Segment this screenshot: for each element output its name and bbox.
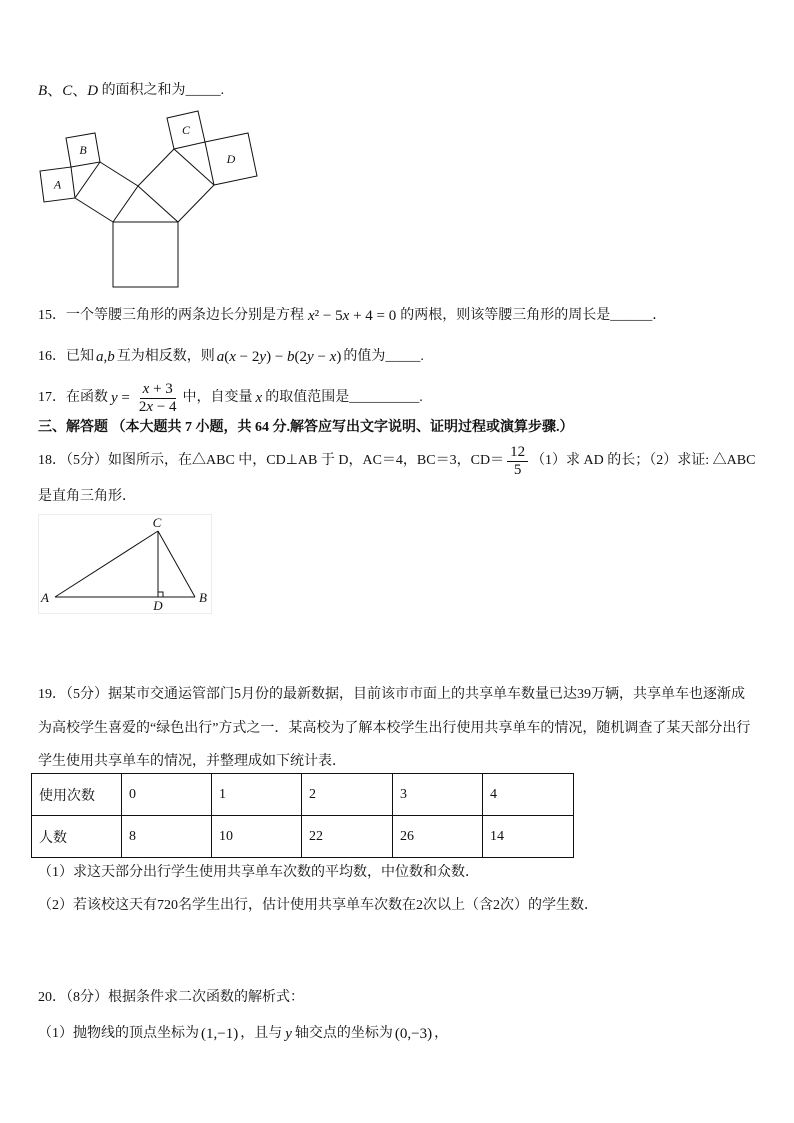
table-cell: 22 [302, 816, 393, 858]
q20-part-1-end: ， [434, 1026, 449, 1041]
section3-title: 三、解答题 [38, 420, 108, 435]
math-variable: b [287, 349, 295, 365]
q17-numerator: x + 3 [140, 381, 176, 399]
square-b-label: B [79, 143, 87, 157]
q19-line-3 [38, 752, 346, 772]
math-variable: x [342, 308, 350, 324]
square-d-label: D [226, 152, 236, 166]
q18-cd-numerator: 12 [507, 444, 528, 462]
q19-part-2 [38, 896, 598, 916]
table-cell: 3 [393, 774, 483, 816]
q18-line-2 [38, 487, 136, 507]
math-variable: x [146, 398, 154, 415]
math-variable: b [107, 349, 115, 365]
q19-part-1-text: （1）求这天部分出行学生使用共享单车次数的平均数，中位数和众数． [38, 865, 479, 880]
math-variable: B [38, 83, 48, 99]
table-cell: 10 [212, 816, 302, 858]
q18-cd-denominator: 5 [513, 461, 522, 478]
q19-line-2 [38, 719, 750, 739]
table-cell: 26 [393, 816, 483, 858]
q17-prefix: 17．在函数 [38, 390, 108, 405]
table-body [32, 774, 574, 858]
q17-denominator: 2x − 4 [138, 398, 177, 415]
q20-part-1 [38, 1024, 448, 1044]
bottom-square [113, 222, 178, 287]
square-a-label: A [53, 177, 62, 192]
q14-square-labels: B、C、D [38, 83, 99, 99]
table-row-header: 使用次数 [32, 774, 122, 816]
section3-heading [38, 418, 574, 438]
q18-suffix: （1）求 AD 的长；（2）求证: △ABC [531, 453, 756, 468]
q17-answer-blank: __________ [349, 390, 420, 405]
math-variable: y [307, 349, 314, 365]
table-cell: 4 [483, 774, 574, 816]
q16-prefix: 16．已知 [38, 349, 94, 364]
math-variable: x [142, 380, 150, 397]
vertex-c-label: C [152, 515, 162, 530]
point-d-label: D [153, 598, 163, 613]
table-cell: 14 [483, 816, 574, 858]
table-cell: 1 [212, 774, 302, 816]
q20-title-line [38, 988, 304, 1008]
math-variable: y [285, 1026, 292, 1042]
q17-function-lhs: y = [111, 390, 130, 406]
math-variable: a [96, 349, 104, 365]
math-variable: x [308, 308, 315, 324]
side-bc [158, 531, 195, 597]
q17-variable [256, 388, 263, 408]
q14-answer-blank: _____ [185, 83, 221, 98]
vertex-b-label: B [199, 590, 207, 605]
triangle-figure [38, 514, 212, 614]
q14-text: 的面积之和为 [98, 83, 186, 98]
q16-answer-blank: _____ [385, 349, 421, 364]
math-variable: x [255, 390, 263, 406]
q17-fraction [136, 381, 180, 416]
q20-intercept-coordinates: (0,−3) [394, 1026, 433, 1042]
right-angle-mark [158, 592, 163, 597]
q17-suffix: 的取值范围是 [265, 390, 350, 405]
q19-line-3-text: 学生使用共享单车的情况，并整理成如下统计表． [38, 754, 346, 769]
vertex-a-label: A [41, 590, 49, 605]
math-variable: x [229, 349, 236, 365]
bike-usage-table [31, 773, 574, 858]
q19-line-1-text: 19．（5分）据某市交通运管部门5月份的最新数据，目前该市市面上的共享单车数量已达39万辆，共享单车也逐渐成 [38, 687, 745, 702]
q17-middle: 中，自变量 [182, 390, 253, 405]
q15-end-mark: ． [652, 308, 667, 323]
q16-middle: 互为相反数，则 [116, 349, 215, 364]
section3-note: （本大题共 7 小题，共 64 分.解答应写出文字说明、证明过程或演算步骤.） [108, 420, 574, 435]
q15-line [38, 306, 666, 326]
table-row-header: 人数 [32, 816, 122, 858]
q14-continuation-line [38, 81, 224, 101]
q20-part-1-prefix: （1）抛物线的顶点坐标为 [38, 1026, 199, 1041]
q14-end-mark: . [220, 83, 225, 98]
q16-variables: a,b [96, 349, 115, 365]
math-variable: y [259, 349, 267, 365]
q19-line-1 [38, 685, 745, 705]
q20-title: 20．（8分）根据条件求二次函数的解析式： [38, 990, 304, 1005]
q15-answer-blank: ______ [610, 308, 653, 323]
math-variable: y [111, 390, 118, 406]
math-variable: D [87, 83, 99, 99]
q16-suffix: 的值为 [343, 349, 386, 364]
square-c-label: C [181, 123, 191, 137]
q15-prefix: 15．一个等腰三角形的两条边长分别是方程 [38, 308, 304, 323]
right-middle-square [138, 149, 214, 222]
q15-equation: x² − 5x + 4 = 0 [308, 308, 397, 324]
q19-part-2-text: （2）若该校这天有720名学生出行，估计使用共享单车次数在2次以上（含2次）的学生数． [38, 898, 598, 913]
squares-figure [30, 104, 262, 294]
q19-part-1 [38, 863, 479, 883]
q16-end-mark: . [420, 349, 424, 364]
q19-line-2-text: 为高校学生喜爱的“绿色出行”方式之一．某高校为了解本校学生出行使用共享单车的情况，随机调查了某天部分出行 [38, 721, 751, 736]
q16-expression: a(x − 2y) − b(2y − x) [216, 349, 342, 365]
math-variable: C [62, 83, 73, 99]
q20-axis-variable [285, 1024, 292, 1044]
q18-line-2-text: 是直角三角形． [38, 489, 136, 504]
math-variable: a [216, 349, 225, 365]
math-variable: x [329, 349, 337, 365]
q15-suffix: 的两根，则该等腰三角形的周长是 [400, 308, 611, 323]
q20-part-1-middle-2: 轴交点的坐标为 [294, 1026, 393, 1041]
table-cell: 0 [122, 774, 212, 816]
table-cell: 8 [122, 816, 212, 858]
q20-part-1-middle: ，且与 [240, 1026, 283, 1041]
table-row-student-count [32, 816, 574, 858]
q20-vertex-coordinates: (1,−1) [201, 1026, 239, 1042]
q16-line [38, 347, 424, 367]
side-ac [55, 531, 158, 597]
table-cell: 2 [302, 774, 393, 816]
q18-cd-fraction [507, 444, 528, 479]
left-middle-square [75, 162, 138, 222]
q18-line-1 [38, 443, 756, 478]
q17-end-mark: . [419, 390, 423, 405]
figure-frame [39, 515, 212, 614]
q17-line [38, 380, 423, 415]
table-row-usage-count [32, 774, 574, 816]
q18-prefix: 18．（5分）如图所示，在△ABC 中，CD⊥AB 于 D，AC＝4，BC＝3，CD＝ [38, 453, 505, 468]
